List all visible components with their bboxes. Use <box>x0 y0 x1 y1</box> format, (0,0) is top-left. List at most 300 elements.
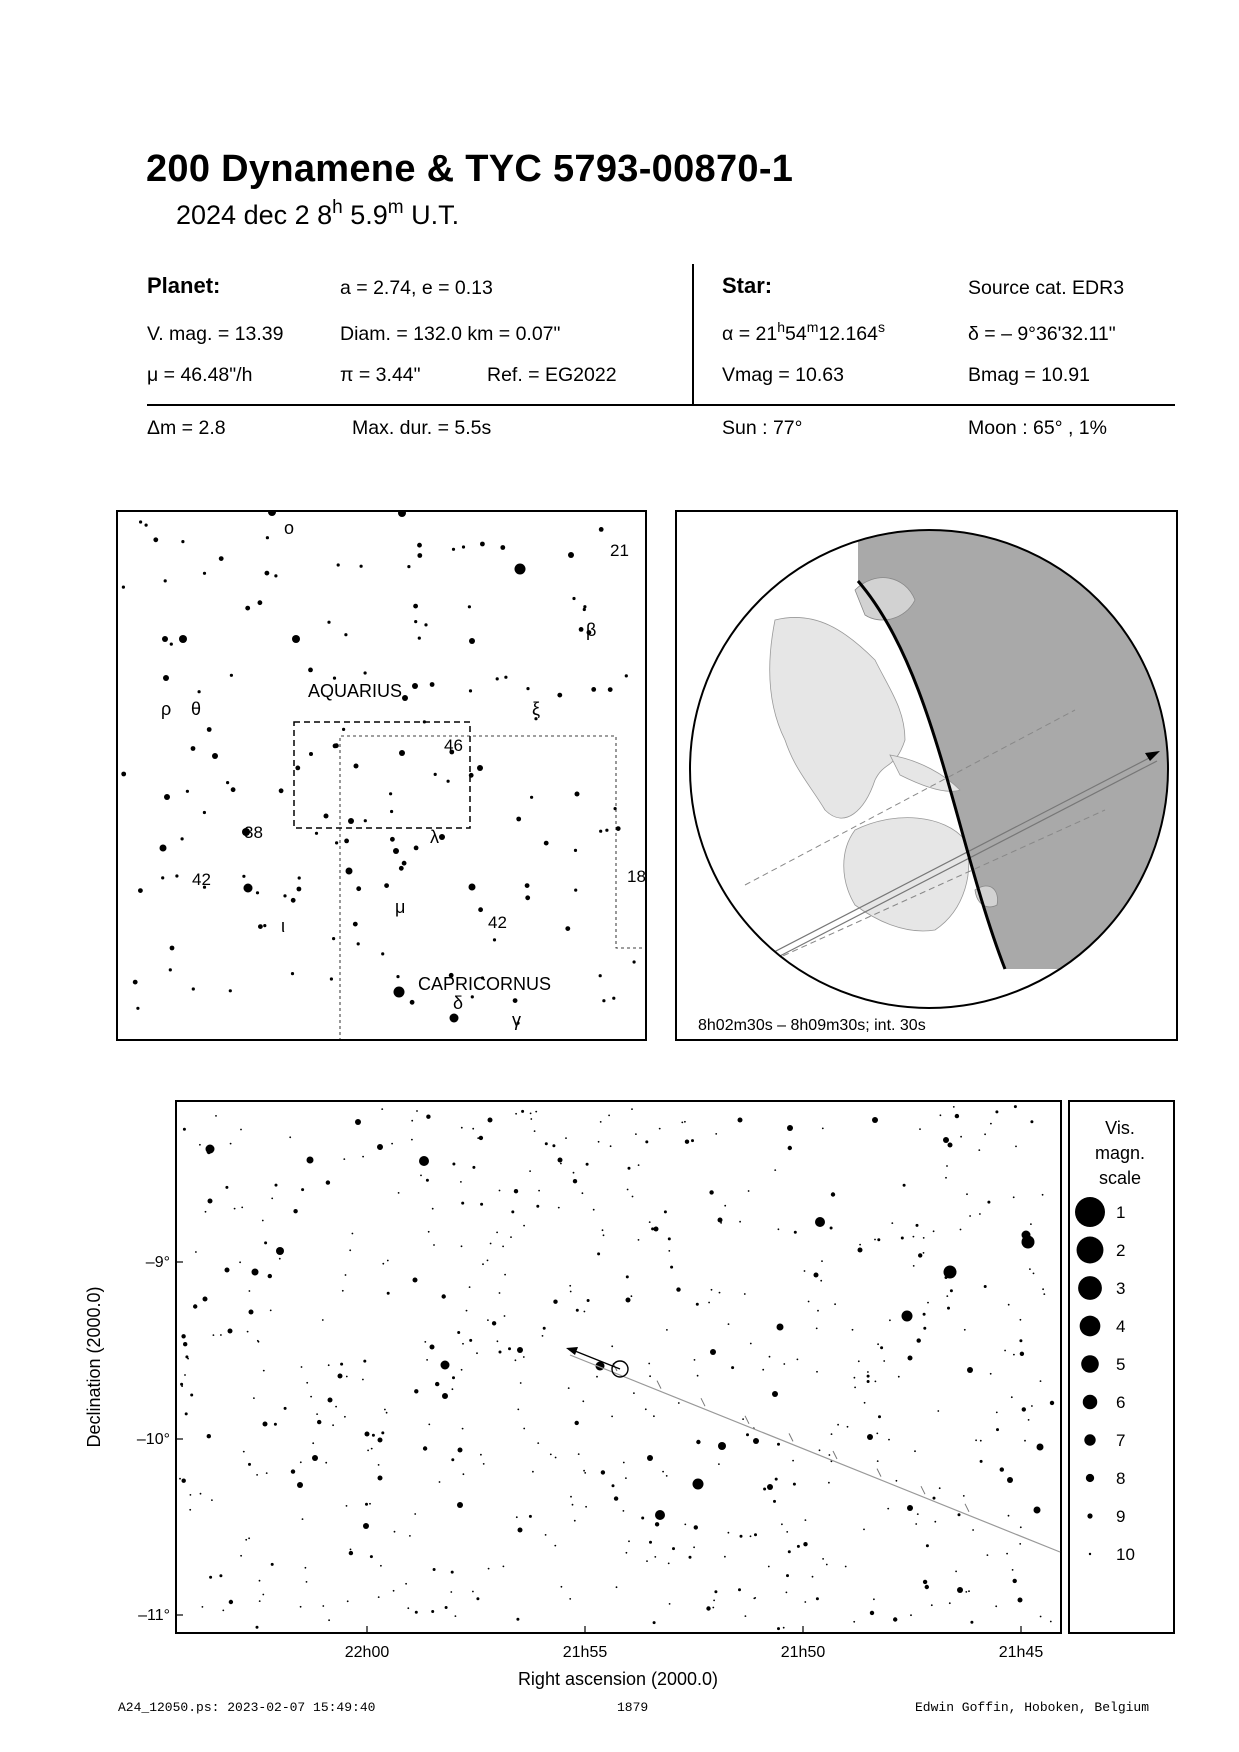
chart-star <box>492 1321 496 1325</box>
chart-star <box>243 1451 245 1453</box>
chart-star <box>558 1158 563 1163</box>
map-star <box>544 841 549 846</box>
hour-unit: h <box>332 197 343 218</box>
magnitude-scale-label: 4 <box>1116 1317 1126 1336</box>
map-star <box>616 826 621 831</box>
chart-star <box>274 1423 277 1426</box>
chart-star <box>889 1319 891 1321</box>
chart-star <box>872 1117 878 1123</box>
chart-star <box>794 1231 797 1234</box>
map-star <box>164 794 170 800</box>
map-star <box>583 608 586 611</box>
chart-star <box>409 1535 411 1537</box>
max-duration: Max. dur. = 5.5s <box>352 417 492 439</box>
chart-star <box>1033 1273 1035 1275</box>
xtick-21h55: 21h55 <box>562 1644 608 1661</box>
chart-star <box>234 1208 236 1210</box>
chart-star <box>504 1274 506 1276</box>
chart-star <box>569 1598 571 1600</box>
map-star <box>298 876 301 879</box>
map-star <box>360 565 363 568</box>
chart-star <box>768 1566 770 1568</box>
chart-star <box>346 1505 348 1507</box>
map-star <box>162 636 168 642</box>
chart-star <box>420 1175 422 1177</box>
map-star <box>266 536 269 539</box>
chart-star <box>516 1516 518 1518</box>
chart-star <box>387 1260 389 1262</box>
chart-star <box>256 1626 259 1629</box>
chart-star <box>1029 1268 1031 1270</box>
chart-star <box>530 1118 532 1120</box>
chart-star <box>222 1610 224 1612</box>
chart-star <box>696 1303 699 1306</box>
chart-star <box>821 1260 823 1262</box>
chart-star <box>1019 1543 1021 1545</box>
scale-title-line3: scale <box>1098 1168 1142 1188</box>
chart-star <box>476 1597 479 1600</box>
map-star <box>599 527 604 532</box>
chart-star <box>797 1359 799 1361</box>
chart-star <box>419 1156 429 1166</box>
map-star <box>591 687 596 692</box>
map-star <box>181 837 184 840</box>
chart-star <box>413 1278 418 1283</box>
chart-star <box>728 1532 730 1534</box>
chart-star <box>451 1571 454 1574</box>
chart-star <box>414 1389 418 1393</box>
chart-star <box>460 1181 462 1183</box>
map-star <box>297 887 302 892</box>
chart-star <box>774 1169 776 1171</box>
chart-star <box>875 1381 877 1383</box>
label-beta: β <box>586 620 597 640</box>
map-star <box>633 960 636 963</box>
map-star <box>291 898 296 903</box>
map-star <box>496 677 499 680</box>
chart-star <box>917 1513 919 1515</box>
chart-star <box>189 1509 191 1511</box>
map-star <box>390 810 393 813</box>
footer-page: 1879 <box>617 1700 649 1715</box>
map-star <box>565 926 570 931</box>
chart-star <box>626 1298 631 1303</box>
map-star <box>274 574 277 577</box>
chart-star <box>349 1551 353 1555</box>
chart-star <box>550 1454 552 1456</box>
scale-title-line2: magn. <box>1094 1143 1146 1163</box>
chart-star <box>1006 1553 1008 1555</box>
chart-star <box>945 1276 948 1279</box>
map-star <box>579 627 584 632</box>
chart-star <box>543 1327 546 1330</box>
map-star <box>242 875 245 878</box>
chart-star <box>978 1149 980 1151</box>
map-star <box>353 922 358 927</box>
chart-star <box>207 1434 211 1438</box>
chart-star <box>777 1627 780 1630</box>
chart-star <box>960 1136 962 1138</box>
chart-star <box>867 1371 869 1373</box>
chart-star <box>980 1440 982 1442</box>
chart-star <box>545 1534 547 1536</box>
chart-star <box>350 1549 352 1551</box>
chart-star <box>649 1541 652 1544</box>
chart-star <box>854 1387 856 1389</box>
chart-star <box>502 1246 504 1248</box>
chart-star <box>830 1227 833 1230</box>
chart-star <box>678 1402 680 1404</box>
chart-star <box>199 1144 201 1146</box>
map-star <box>263 924 266 927</box>
chart-star <box>901 1237 904 1240</box>
chart-star <box>301 1366 303 1368</box>
chart-star <box>264 1241 267 1244</box>
chart-star <box>326 1180 330 1184</box>
chart-star <box>270 1310 272 1312</box>
chart-star <box>1018 1598 1023 1603</box>
chart-star <box>482 1263 484 1265</box>
chart-star <box>488 1118 493 1123</box>
map-star <box>139 520 142 523</box>
chart-star <box>472 1166 475 1169</box>
chart-star <box>812 1576 814 1578</box>
chart-star <box>565 1137 567 1139</box>
chart-star <box>708 1302 710 1304</box>
chart-star <box>575 1421 579 1425</box>
chart-star <box>669 1603 671 1605</box>
map-star <box>434 773 437 776</box>
chart-star <box>633 1392 635 1394</box>
chart-star <box>271 1563 274 1566</box>
chart-star <box>694 1359 696 1361</box>
chart-star <box>681 1122 683 1124</box>
chart-star <box>450 1591 452 1593</box>
sun-altitude: Sun : 77° <box>722 417 803 439</box>
chart-star <box>966 1193 968 1195</box>
chart-star <box>1011 1396 1013 1398</box>
chart-star <box>917 1338 921 1342</box>
constellation-map <box>116 510 647 1041</box>
map-star <box>332 937 335 940</box>
chart-star <box>322 1605 324 1607</box>
chart-star <box>377 1144 383 1150</box>
chart-star <box>933 1230 935 1232</box>
chart-star <box>241 1207 243 1209</box>
chart-star <box>263 1370 265 1372</box>
ra-hours: α = 21 <box>722 323 778 345</box>
chart-star <box>945 1177 947 1179</box>
map-star <box>477 765 483 771</box>
chart-star <box>713 1600 715 1602</box>
chart-star <box>463 1473 465 1475</box>
chart-star <box>822 1558 824 1560</box>
map-star <box>399 866 404 871</box>
chart-star <box>488 1568 490 1570</box>
chart-star <box>955 1571 957 1573</box>
chart-star <box>816 1328 818 1330</box>
chart-star <box>742 1418 744 1420</box>
chart-star <box>969 1215 971 1217</box>
map-star <box>407 565 410 568</box>
map-star <box>394 987 405 998</box>
chart-star <box>874 1239 876 1241</box>
chart-star <box>367 1450 369 1452</box>
chart-star <box>693 1546 695 1548</box>
chart-star <box>718 1218 723 1223</box>
chart-star <box>984 1285 987 1288</box>
chart-star <box>530 1113 532 1115</box>
chart-star <box>602 1229 604 1231</box>
chart-star <box>584 1311 586 1313</box>
chart-star <box>746 1433 749 1436</box>
map-star <box>181 540 184 543</box>
map-star <box>344 633 347 636</box>
chart-star <box>472 1591 474 1593</box>
map-star <box>207 727 212 732</box>
magnitude-scale-dot <box>1075 1197 1105 1227</box>
chart-star <box>694 1525 698 1529</box>
chart-star <box>709 1190 713 1194</box>
map-star <box>230 674 233 677</box>
chart-star <box>1020 1319 1022 1321</box>
chart-star <box>317 1420 321 1424</box>
chart-star <box>256 1474 258 1476</box>
chart-star <box>896 1480 898 1482</box>
chart-star <box>786 1531 788 1533</box>
chart-star <box>181 1334 185 1338</box>
chart-star <box>537 1442 539 1444</box>
map-star <box>212 753 218 759</box>
chart-star <box>312 1442 314 1444</box>
chart-star <box>914 1450 916 1452</box>
chart-star <box>193 1304 197 1308</box>
map-star <box>145 524 148 527</box>
chart-star <box>415 1611 418 1614</box>
magnitude-scale-dot <box>1084 1434 1095 1445</box>
chart-star <box>202 1606 204 1608</box>
map-star <box>572 597 575 600</box>
chart-star <box>433 1244 435 1246</box>
constellation-map-frame <box>117 511 646 1040</box>
chart-star <box>877 1460 879 1462</box>
chart-star <box>560 1163 562 1165</box>
chart-star <box>258 1341 260 1343</box>
chart-star <box>430 1345 435 1350</box>
map-star <box>265 571 270 576</box>
chart-star <box>407 1607 409 1609</box>
map-star <box>439 834 445 840</box>
ra-h-unit: h <box>777 319 785 335</box>
chart-star <box>1037 1444 1044 1451</box>
chart-star <box>638 1164 640 1166</box>
chart-star <box>532 1471 534 1473</box>
chart-star <box>535 1111 537 1113</box>
chart-star <box>684 1121 686 1123</box>
chart-star <box>1040 1616 1042 1618</box>
chart-star <box>626 1275 629 1278</box>
map-star <box>191 746 196 751</box>
chart-star <box>854 1377 856 1379</box>
chart-star <box>996 1412 998 1414</box>
map-star <box>164 579 167 582</box>
chart-star <box>391 1143 393 1145</box>
chart-star <box>773 1500 776 1503</box>
map-star <box>469 884 476 891</box>
chart-star <box>1042 1288 1044 1290</box>
chart-star <box>623 1462 625 1464</box>
chart-star <box>804 1601 806 1603</box>
chart-star <box>845 1566 847 1568</box>
chart-star <box>931 1604 933 1606</box>
chart-star <box>804 1270 806 1272</box>
chart-star <box>877 1238 880 1241</box>
chart-star <box>442 1294 446 1298</box>
star-dec: δ = – 9°36'32.11" <box>968 323 1116 345</box>
chart-star <box>343 1158 345 1160</box>
chart-star <box>445 1606 448 1609</box>
map-star <box>471 995 474 998</box>
chart-star <box>573 1179 577 1183</box>
chart-star <box>927 1302 929 1304</box>
ra-seconds: 12.164 <box>818 323 879 345</box>
chart-star <box>960 1229 962 1231</box>
chart-star <box>245 1539 247 1541</box>
chart-star <box>183 1128 186 1131</box>
chart-star <box>1022 1407 1026 1411</box>
chart-star <box>651 1227 654 1230</box>
map-star <box>169 968 172 971</box>
time-system: U.T. <box>403 200 460 230</box>
chart-star <box>777 1324 784 1331</box>
map-star <box>153 537 158 542</box>
chart-star <box>328 1619 330 1621</box>
map-star <box>315 832 318 835</box>
chart-star <box>645 1408 647 1410</box>
map-star <box>625 674 628 677</box>
chart-star <box>428 1231 430 1233</box>
chart-star <box>213 1334 215 1336</box>
chart-star <box>867 1434 873 1440</box>
chart-star <box>858 1360 860 1362</box>
chart-star <box>480 1203 483 1206</box>
chart-star <box>342 1290 344 1292</box>
chart-star <box>967 1367 973 1373</box>
map-star <box>469 689 472 692</box>
chart-star <box>452 1388 454 1390</box>
map-star <box>219 556 224 561</box>
chart-star <box>516 1618 519 1621</box>
chart-star <box>654 1556 656 1558</box>
chart-star <box>649 1221 651 1223</box>
label-21: 21 <box>610 541 629 560</box>
map-star <box>605 829 608 832</box>
globe-panel <box>675 510 1178 1041</box>
chart-star <box>355 1119 361 1125</box>
chart-star <box>787 1125 793 1131</box>
chart-star <box>461 1369 463 1371</box>
chart-star <box>740 1535 743 1538</box>
ra-m-unit: m <box>806 319 819 335</box>
chart-star <box>788 1550 791 1553</box>
chart-star <box>946 1165 948 1167</box>
minute-unit: m <box>387 197 404 218</box>
chart-star <box>616 1586 618 1588</box>
chart-star <box>793 1483 796 1486</box>
chart-star <box>585 1506 587 1508</box>
map-star <box>309 752 313 756</box>
chart-star <box>968 1590 970 1592</box>
chart-star <box>266 1472 268 1474</box>
map-star <box>258 924 263 929</box>
map-star <box>226 781 229 784</box>
chart-star <box>271 1198 273 1200</box>
footer-file: A24_12050.ps: 2023-02-07 15:49:40 <box>118 1700 376 1715</box>
chart-star <box>508 1347 511 1350</box>
map-star <box>384 883 389 888</box>
chart-star <box>1030 1120 1033 1123</box>
chart-star <box>984 1133 986 1135</box>
chart-star <box>262 1220 264 1222</box>
chart-star <box>628 1540 630 1542</box>
chart-star <box>312 1455 318 1461</box>
chart-star <box>902 1311 913 1322</box>
map-star <box>364 819 367 822</box>
chart-star <box>363 1360 366 1363</box>
chart-star <box>623 1510 625 1512</box>
chart-star <box>284 1407 287 1410</box>
chart-star <box>325 1462 327 1464</box>
chart-star <box>816 1597 819 1600</box>
map-star <box>396 975 399 978</box>
map-star <box>469 638 475 644</box>
chart-star <box>863 1529 865 1531</box>
chart-star <box>919 1128 921 1130</box>
map-star <box>530 796 533 799</box>
chart-star <box>635 1133 637 1135</box>
chart-star <box>632 1196 634 1198</box>
map-star <box>608 687 613 692</box>
chart-star <box>209 1576 212 1579</box>
chart-star <box>963 1495 965 1497</box>
map-star <box>170 643 173 646</box>
chart-star <box>711 1289 713 1291</box>
chart-star <box>880 1346 883 1349</box>
chart-star <box>586 1163 589 1166</box>
chart-star <box>249 1310 254 1315</box>
chart-star <box>910 1614 912 1616</box>
minutes-value: 5.9 <box>342 200 388 230</box>
label-gamma: γ <box>512 1010 521 1030</box>
chart-star <box>386 1412 388 1414</box>
chart-star <box>1034 1507 1041 1514</box>
chart-star <box>239 1261 241 1263</box>
ra-minutes: 54 <box>784 323 807 345</box>
map-star <box>504 676 507 679</box>
label-lambda: λ <box>430 827 439 847</box>
chart-star <box>767 1484 773 1490</box>
chart-star <box>263 1422 268 1427</box>
chart-star <box>627 1189 629 1191</box>
chart-star <box>647 1455 653 1461</box>
chart-star <box>497 1340 499 1342</box>
map-star <box>452 548 455 551</box>
chart-star <box>458 1448 463 1453</box>
chart-star <box>763 1488 766 1491</box>
chart-star <box>328 1364 330 1366</box>
chart-star <box>828 1482 830 1484</box>
chart-star <box>738 1118 743 1123</box>
